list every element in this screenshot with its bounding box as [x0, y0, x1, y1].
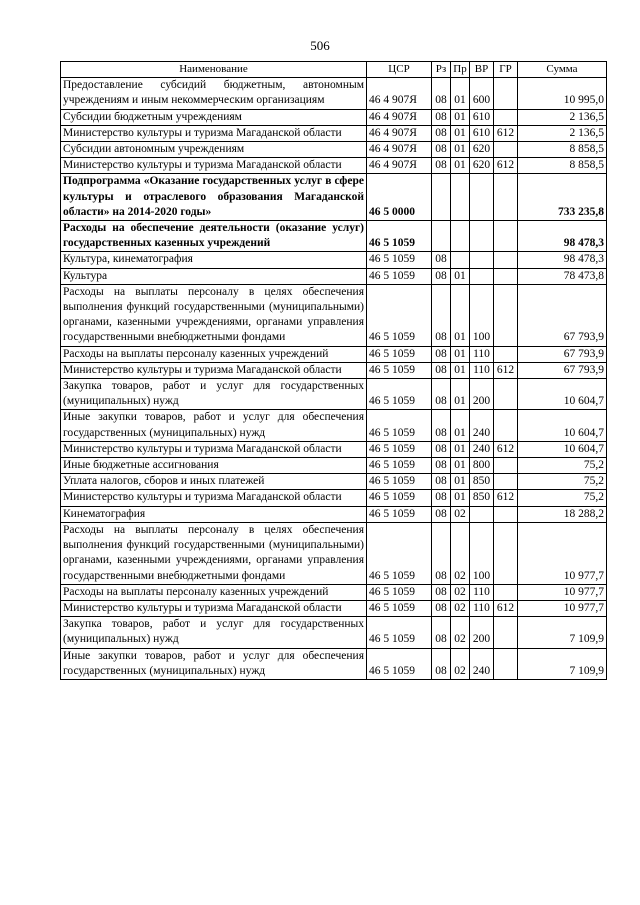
cell-name: Министерство культуры и туризма Магаданской области: [61, 490, 367, 506]
cell-name: Расходы на выплаты персоналу в целях обеспечения выполнения функций государственными (муниципальными) органами, казенными учреждениями, органами управления государственными внебюджетными фондами: [61, 522, 367, 584]
cell-name: Министерство культуры и туризма Магаданской области: [61, 441, 367, 457]
cell-rz: 08: [432, 410, 451, 441]
cell-pr: 02: [451, 648, 470, 679]
cell-sum: 2 136,5: [518, 125, 607, 141]
cell-rz: 08: [432, 268, 451, 284]
cell-vr: 610: [470, 125, 494, 141]
cell-pr: [451, 252, 470, 268]
cell-gr: [494, 584, 518, 600]
table-row: [61, 474, 607, 490]
cell-code: 46 5 1059: [367, 490, 432, 506]
cell-code: 46 5 1059: [367, 284, 432, 346]
table-row: [61, 441, 607, 457]
cell-gr: [494, 522, 518, 584]
cell-gr: [494, 474, 518, 490]
table-row: [61, 174, 607, 221]
cell-name: Иные закупки товаров, работ и услуг для обеспечения государственных (муниципальных) нужд: [61, 648, 367, 679]
cell-rz: 08: [432, 109, 451, 125]
cell-gr: [494, 346, 518, 362]
table-row: [61, 109, 607, 125]
cell-sum: 67 793,9: [518, 346, 607, 362]
cell-gr: [494, 617, 518, 648]
cell-vr: 850: [470, 490, 494, 506]
table-row: [61, 584, 607, 600]
table-row: [61, 490, 607, 506]
table-row: [61, 617, 607, 648]
cell-code: 46 5 1059: [367, 522, 432, 584]
cell-pr: 01: [451, 458, 470, 474]
cell-vr: 850: [470, 474, 494, 490]
table-row: [61, 379, 607, 410]
cell-sum: 75,2: [518, 474, 607, 490]
cell-pr: 01: [451, 109, 470, 125]
header-gr: ГР: [494, 62, 518, 78]
cell-pr: 02: [451, 584, 470, 600]
cell-vr: 240: [470, 441, 494, 457]
cell-sum: 10 995,0: [518, 78, 607, 109]
table-row: [61, 125, 607, 141]
cell-gr: [494, 506, 518, 522]
cell-name: Кинематография: [61, 506, 367, 522]
cell-pr: 01: [451, 362, 470, 378]
cell-rz: 08: [432, 441, 451, 457]
cell-rz: 08: [432, 252, 451, 268]
cell-pr: 02: [451, 600, 470, 616]
cell-code: 46 5 1059: [367, 252, 432, 268]
cell-sum: 2 136,5: [518, 109, 607, 125]
cell-name: Культура: [61, 268, 367, 284]
cell-rz: 08: [432, 617, 451, 648]
cell-pr: 01: [451, 441, 470, 457]
cell-pr: 01: [451, 490, 470, 506]
cell-pr: 01: [451, 284, 470, 346]
cell-pr: 01: [451, 268, 470, 284]
header-row: [61, 62, 607, 78]
cell-name: Иные бюджетные ассигнования: [61, 458, 367, 474]
cell-pr: 02: [451, 522, 470, 584]
cell-vr: [470, 221, 494, 252]
cell-code: 46 4 907Я: [367, 109, 432, 125]
cell-gr: [494, 174, 518, 221]
cell-name: Расходы на обеспечение деятельности (оказание услуг) государственных казенных учреждений: [61, 221, 367, 252]
cell-name: Расходы на выплаты персоналу в целях обеспечения выполнения функций государственными (муниципальными) органами, казенными учреждениями, органами управления государственными внебюджетными фондами: [61, 284, 367, 346]
cell-code: 46 5 1059: [367, 441, 432, 457]
cell-vr: 200: [470, 617, 494, 648]
cell-name: Министерство культуры и туризма Магаданской области: [61, 125, 367, 141]
cell-sum: 98 478,3: [518, 221, 607, 252]
cell-sum: 75,2: [518, 458, 607, 474]
table-row: [61, 600, 607, 616]
cell-vr: [470, 268, 494, 284]
cell-vr: [470, 174, 494, 221]
cell-rz: 08: [432, 522, 451, 584]
cell-sum: 10 604,7: [518, 410, 607, 441]
cell-code: 46 5 1059: [367, 410, 432, 441]
cell-sum: 67 793,9: [518, 362, 607, 378]
header-vr: ВР: [470, 62, 494, 78]
cell-rz: 08: [432, 125, 451, 141]
cell-code: 46 5 1059: [367, 474, 432, 490]
cell-sum: 10 977,7: [518, 522, 607, 584]
cell-sum: 8 858,5: [518, 158, 607, 174]
cell-sum: 10 604,7: [518, 379, 607, 410]
cell-code: 46 4 907Я: [367, 142, 432, 158]
cell-code: 46 5 1059: [367, 584, 432, 600]
cell-gr: [494, 109, 518, 125]
cell-sum: 67 793,9: [518, 284, 607, 346]
cell-rz: 08: [432, 584, 451, 600]
cell-code: 46 5 1059: [367, 648, 432, 679]
cell-code: 46 5 1059: [367, 458, 432, 474]
table-row: [61, 506, 607, 522]
cell-gr: 612: [494, 600, 518, 616]
table-row: [61, 284, 607, 346]
cell-sum: 8 858,5: [518, 142, 607, 158]
table-body: [61, 78, 607, 680]
cell-name: Министерство культуры и туризма Магаданской области: [61, 600, 367, 616]
cell-name: Министерство культуры и туризма Магаданской области: [61, 362, 367, 378]
cell-pr: 01: [451, 142, 470, 158]
cell-gr: [494, 648, 518, 679]
cell-gr: 612: [494, 362, 518, 378]
cell-code: 46 4 907Я: [367, 78, 432, 109]
cell-name: Закупка товаров, работ и услуг для государственных (муниципальных) нужд: [61, 617, 367, 648]
cell-name: Расходы на выплаты персоналу казенных учреждений: [61, 346, 367, 362]
page-number: 506: [310, 38, 330, 53]
budget-table: [60, 61, 607, 680]
cell-sum: 10 604,7: [518, 441, 607, 457]
cell-rz: 08: [432, 474, 451, 490]
cell-pr: 01: [451, 158, 470, 174]
cell-vr: [470, 252, 494, 268]
cell-sum: 733 235,8: [518, 174, 607, 221]
cell-rz: 08: [432, 284, 451, 346]
cell-vr: 600: [470, 78, 494, 109]
cell-vr: [470, 506, 494, 522]
header-code: ЦСР: [367, 62, 432, 78]
cell-gr: [494, 284, 518, 346]
cell-name: Расходы на выплаты персоналу казенных учреждений: [61, 584, 367, 600]
cell-gr: 612: [494, 441, 518, 457]
cell-pr: 01: [451, 474, 470, 490]
cell-pr: 01: [451, 78, 470, 109]
cell-sum: 78 473,8: [518, 268, 607, 284]
table-row: [61, 221, 607, 252]
cell-rz: 08: [432, 142, 451, 158]
cell-pr: 02: [451, 617, 470, 648]
table-row: [61, 78, 607, 109]
table-row: [61, 346, 607, 362]
header-name: Наименование: [61, 62, 367, 78]
cell-code: 46 5 1059: [367, 346, 432, 362]
cell-code: 46 5 1059: [367, 600, 432, 616]
cell-pr: [451, 221, 470, 252]
cell-rz: 08: [432, 379, 451, 410]
cell-name: Закупка товаров, работ и услуг для государственных (муниципальных) нужд: [61, 379, 367, 410]
table-row: [61, 522, 607, 584]
cell-vr: 240: [470, 410, 494, 441]
cell-vr: 620: [470, 158, 494, 174]
cell-code: 46 4 907Я: [367, 125, 432, 141]
cell-name: Иные закупки товаров, работ и услуг для обеспечения государственных (муниципальных) нужд: [61, 410, 367, 441]
cell-sum: 7 109,9: [518, 648, 607, 679]
cell-rz: 08: [432, 78, 451, 109]
cell-gr: 612: [494, 490, 518, 506]
cell-code: 46 5 0000: [367, 174, 432, 221]
cell-pr: [451, 174, 470, 221]
cell-gr: 612: [494, 158, 518, 174]
table-row: [61, 158, 607, 174]
cell-gr: [494, 410, 518, 441]
cell-sum: 75,2: [518, 490, 607, 506]
header-rz: Рз: [432, 62, 451, 78]
cell-pr: 01: [451, 346, 470, 362]
cell-code: 46 5 1059: [367, 506, 432, 522]
cell-name: Уплата налогов, сборов и иных платежей: [61, 474, 367, 490]
cell-gr: [494, 252, 518, 268]
table-header: [61, 62, 607, 78]
table-row: [61, 362, 607, 378]
cell-rz: 08: [432, 458, 451, 474]
cell-vr: 110: [470, 600, 494, 616]
cell-vr: 100: [470, 522, 494, 584]
cell-pr: 01: [451, 410, 470, 441]
cell-rz: [432, 174, 451, 221]
cell-rz: [432, 221, 451, 252]
cell-rz: 08: [432, 490, 451, 506]
cell-vr: 200: [470, 379, 494, 410]
cell-name: Министерство культуры и туризма Магаданской области: [61, 158, 367, 174]
cell-gr: 612: [494, 125, 518, 141]
cell-name: Культура, кинематография: [61, 252, 367, 268]
cell-code: 46 5 1059: [367, 268, 432, 284]
table-row: [61, 458, 607, 474]
cell-vr: 110: [470, 584, 494, 600]
cell-rz: 08: [432, 362, 451, 378]
cell-vr: 110: [470, 362, 494, 378]
table-row: [61, 252, 607, 268]
cell-vr: 240: [470, 648, 494, 679]
cell-rz: 08: [432, 158, 451, 174]
cell-sum: 18 288,2: [518, 506, 607, 522]
table-row: [61, 268, 607, 284]
cell-sum: 98 478,3: [518, 252, 607, 268]
cell-gr: [494, 142, 518, 158]
cell-gr: [494, 379, 518, 410]
cell-gr: [494, 458, 518, 474]
cell-vr: 100: [470, 284, 494, 346]
table-row: [61, 410, 607, 441]
cell-gr: [494, 268, 518, 284]
cell-name: Субсидии автономным учреждениям: [61, 142, 367, 158]
cell-pr: 01: [451, 125, 470, 141]
cell-name: Предоставление субсидий бюджетным, автономным учреждениям и иным некоммерческим организациям: [61, 78, 367, 109]
cell-code: 46 5 1059: [367, 362, 432, 378]
cell-code: 46 4 907Я: [367, 158, 432, 174]
cell-gr: [494, 221, 518, 252]
table-row: [61, 648, 607, 679]
cell-rz: 08: [432, 506, 451, 522]
cell-code: 46 5 1059: [367, 617, 432, 648]
cell-gr: [494, 78, 518, 109]
cell-pr: 02: [451, 506, 470, 522]
cell-vr: 610: [470, 109, 494, 125]
cell-vr: 800: [470, 458, 494, 474]
cell-vr: 110: [470, 346, 494, 362]
header-pr: Пр: [451, 62, 470, 78]
cell-rz: 08: [432, 648, 451, 679]
header-sum: Сумма: [518, 62, 607, 78]
cell-code: 46 5 1059: [367, 221, 432, 252]
cell-sum: 10 977,7: [518, 600, 607, 616]
table-row: [61, 142, 607, 158]
cell-code: 46 5 1059: [367, 379, 432, 410]
cell-sum: 7 109,9: [518, 617, 607, 648]
cell-rz: 08: [432, 346, 451, 362]
cell-vr: 620: [470, 142, 494, 158]
cell-name: Субсидии бюджетным учреждениям: [61, 109, 367, 125]
cell-pr: 01: [451, 379, 470, 410]
cell-name: Подпрограмма «Оказание государственных услуг в сфере культуры и отраслевого образования Магаданской области» на 2014-2020 годы»: [61, 174, 367, 221]
cell-sum: 10 977,7: [518, 584, 607, 600]
cell-rz: 08: [432, 600, 451, 616]
